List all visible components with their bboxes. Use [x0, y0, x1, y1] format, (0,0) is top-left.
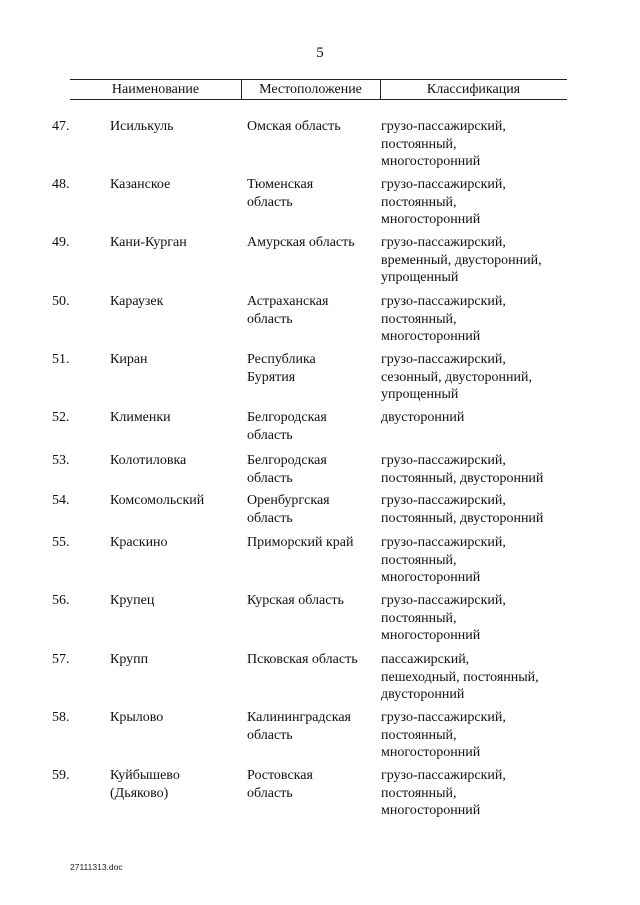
row-classification-line: грузо-пассажирский,	[381, 710, 506, 725]
row-classification	[381, 592, 571, 645]
row-name	[110, 592, 238, 610]
table-header	[70, 79, 567, 100]
row-location-line: область	[247, 470, 293, 486]
row-location-line: область	[247, 194, 293, 210]
row-name-line: Краскино	[110, 535, 168, 550]
row-classification-line: пешеходный, постоянный,	[381, 669, 539, 685]
row-location-line: область	[247, 510, 293, 526]
row-location	[247, 534, 375, 552]
row-classification-line: грузо-пассажирский,	[381, 535, 506, 550]
row-classification-line: многосторонний	[381, 570, 481, 585]
row-name-line: Исилькуль	[110, 119, 174, 134]
row-classification-line: грузо-пассажирский,	[381, 119, 506, 134]
row-name	[110, 409, 238, 427]
row-classification-line: упрощенный	[381, 270, 459, 285]
row-number: 47.	[52, 119, 70, 134]
row-classification-line: грузо-пассажирский,	[381, 235, 506, 250]
row-location-line: область	[247, 311, 293, 327]
row-name	[110, 492, 238, 510]
row-name	[110, 176, 238, 194]
row-location-line: Белгородская	[247, 453, 327, 468]
row-location	[247, 592, 375, 610]
row-number: 54.	[52, 493, 70, 508]
row-classification	[381, 293, 571, 346]
row-location-line: Бурятия	[247, 369, 296, 385]
row-location	[247, 176, 375, 211]
row-classification	[381, 234, 571, 287]
row-name	[110, 534, 238, 552]
header-classification: Классификация	[426, 82, 521, 97]
row-classification-line: временный, двусторонний,	[381, 252, 542, 268]
row-location-line: Калининградская	[247, 710, 351, 725]
row-location-line: Псковская область	[247, 652, 358, 667]
row-classification-line: грузо-пассажирский,	[381, 352, 506, 367]
row-name	[110, 234, 238, 252]
row-name-line: Кани-Курган	[110, 235, 187, 250]
row-classification	[381, 709, 571, 762]
row-number: 53.	[52, 453, 70, 468]
row-name	[110, 118, 238, 136]
header-location: Местоположение	[259, 82, 362, 97]
row-classification	[381, 409, 571, 427]
row-location-line: Республика	[247, 352, 316, 367]
row-classification-line: постоянный,	[381, 311, 457, 327]
row-classification-line: многосторонний	[381, 329, 481, 344]
row-location-line: область	[247, 427, 293, 443]
row-name-line: Комсомольский	[110, 493, 205, 508]
row-name	[110, 651, 238, 669]
row-location	[247, 293, 375, 328]
row-classification	[381, 118, 571, 171]
row-location-line: Амурская область	[247, 235, 355, 250]
row-classification-line: многосторонний	[381, 628, 481, 643]
row-name	[110, 709, 238, 727]
footer-filename: 27111313.doc	[70, 862, 123, 872]
row-number: 52.	[52, 410, 70, 425]
row-number: 55.	[52, 535, 70, 550]
row-classification-line: грузо-пассажирский,	[381, 493, 506, 508]
row-location-line: область	[247, 785, 293, 801]
row-classification-line: грузо-пассажирский,	[381, 177, 506, 192]
row-classification-line: сезонный, двусторонний,	[381, 369, 532, 385]
row-classification-line: постоянный,	[381, 727, 457, 743]
row-classification-line: упрощенный	[381, 387, 459, 402]
row-name-line: Караузек	[110, 294, 164, 309]
row-name-line: Казанское	[110, 177, 171, 192]
row-location-line: Оренбургская	[247, 493, 330, 508]
row-location-line: Тюменская	[247, 177, 314, 192]
row-location	[247, 709, 375, 744]
row-classification	[381, 651, 571, 704]
row-classification-line: многосторонний	[381, 154, 481, 169]
page-number: 5	[316, 45, 324, 61]
row-location	[247, 452, 375, 487]
row-classification-line: постоянный,	[381, 194, 457, 210]
row-location-line: Курская область	[247, 593, 344, 608]
row-number: 56.	[52, 593, 70, 608]
row-classification-line: постоянный,	[381, 785, 457, 801]
row-number: 58.	[52, 710, 70, 725]
row-number: 51.	[52, 352, 70, 367]
row-location	[247, 767, 375, 802]
row-classification-line: постоянный, двусторонний	[381, 470, 544, 486]
row-classification-line: многосторонний	[381, 745, 481, 760]
row-classification	[381, 534, 571, 587]
row-name	[110, 767, 238, 802]
row-location	[247, 409, 375, 444]
row-name-line: (Дьяково)	[110, 785, 169, 801]
row-location-line: Белгородская	[247, 410, 327, 425]
row-classification	[381, 492, 571, 527]
row-classification-line: двусторонний	[381, 687, 465, 702]
row-location	[247, 234, 375, 252]
row-name-line: Колотиловка	[110, 453, 187, 468]
row-classification-line: грузо-пассажирский,	[381, 593, 506, 608]
row-classification-line: постоянный,	[381, 136, 457, 152]
row-classification-line: пассажирский,	[381, 652, 470, 667]
row-number: 50.	[52, 294, 70, 309]
row-classification-line: грузо-пассажирский,	[381, 294, 506, 309]
row-name-line: Крылово	[110, 710, 164, 725]
row-classification-line: грузо-пассажирский,	[381, 453, 506, 468]
row-location	[247, 351, 375, 386]
row-location-line: Приморский край	[247, 535, 354, 550]
row-name-line: Крупп	[110, 652, 149, 667]
row-classification	[381, 767, 571, 820]
row-classification-line: двусторонний	[381, 410, 465, 425]
row-name-line: Киран	[110, 352, 148, 367]
row-location	[247, 492, 375, 527]
row-location-line: Омская область	[247, 119, 341, 134]
row-location-line: область	[247, 727, 293, 743]
row-classification-line: грузо-пассажирский,	[381, 768, 506, 783]
header-name: Наименование	[111, 82, 200, 97]
row-classification-line: многосторонний	[381, 803, 481, 818]
row-classification-line: постоянный,	[381, 552, 457, 568]
row-location	[247, 118, 375, 136]
row-name	[110, 351, 238, 369]
row-location-line: Астраханская	[247, 294, 329, 309]
row-number: 57.	[52, 652, 70, 667]
row-classification-line: многосторонний	[381, 212, 481, 227]
row-classification	[381, 452, 571, 487]
row-location-line: Ростовская	[247, 768, 313, 783]
row-number: 49.	[52, 235, 70, 250]
row-name	[110, 293, 238, 311]
row-name	[110, 452, 238, 470]
row-classification-line: постоянный,	[381, 610, 457, 626]
row-name-line: Куйбышево	[110, 768, 180, 783]
row-classification-line: постоянный, двусторонний	[381, 510, 544, 526]
row-classification	[381, 176, 571, 229]
row-name-line: Крупец	[110, 593, 155, 608]
row-number: 48.	[52, 177, 70, 192]
row-name-line: Клименки	[110, 410, 171, 425]
row-classification	[381, 351, 571, 404]
row-number: 59.	[52, 768, 70, 783]
row-location	[247, 651, 375, 669]
